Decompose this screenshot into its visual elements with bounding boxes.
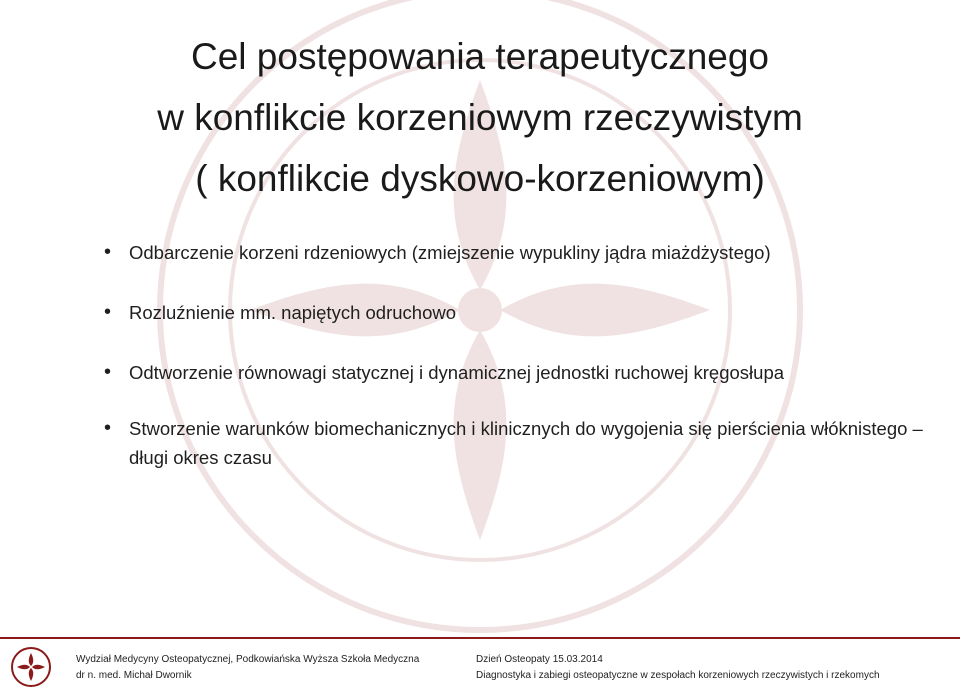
bullet-list [104,238,924,472]
title-line-2: w konflikcie korzeniowym rzeczywistym [157,97,803,138]
university-seal-logo [10,646,52,688]
footer-institution: Wydział Medycyny Osteopatycznej, Podkowiańska Wyższa Szkoła Medyczna [76,654,420,665]
bullet-item: • Odbarczenie korzeni rdzeniowych (zmiejszenie wypukliny jądra miażdżystego) [104,238,924,267]
footer-right [476,652,880,684]
bullet-item: • Odtworzenie równowagi statycznej i dynamicznej jednostki ruchowej kręgosłupa [104,358,924,387]
bullet-item: • Stworzenie warunków biomechanicznych i klinicznych do wygojenia się pierścienia włóknistego – długi okres czasu [104,414,924,472]
title-line-3: ( konflikcie dyskowo-korzeniowym) [195,158,765,199]
footer-topic: Diagnostyka i zabiegi osteopatyczne w zespołach korzeniowych rzeczywistych i rzekomych [476,670,880,681]
footer-author: dr n. med. Michał Dwornik [76,670,192,681]
slide-title [90,26,870,209]
footer-divider [0,637,960,639]
footer-event: Dzień Osteopaty 15.03.2014 [476,654,603,665]
footer-left [76,652,419,684]
bullet-item: • Rozluźnienie mm. napiętych odruchowo [104,298,924,327]
title-line-1: Cel postępowania terapeutycznego [191,36,769,77]
